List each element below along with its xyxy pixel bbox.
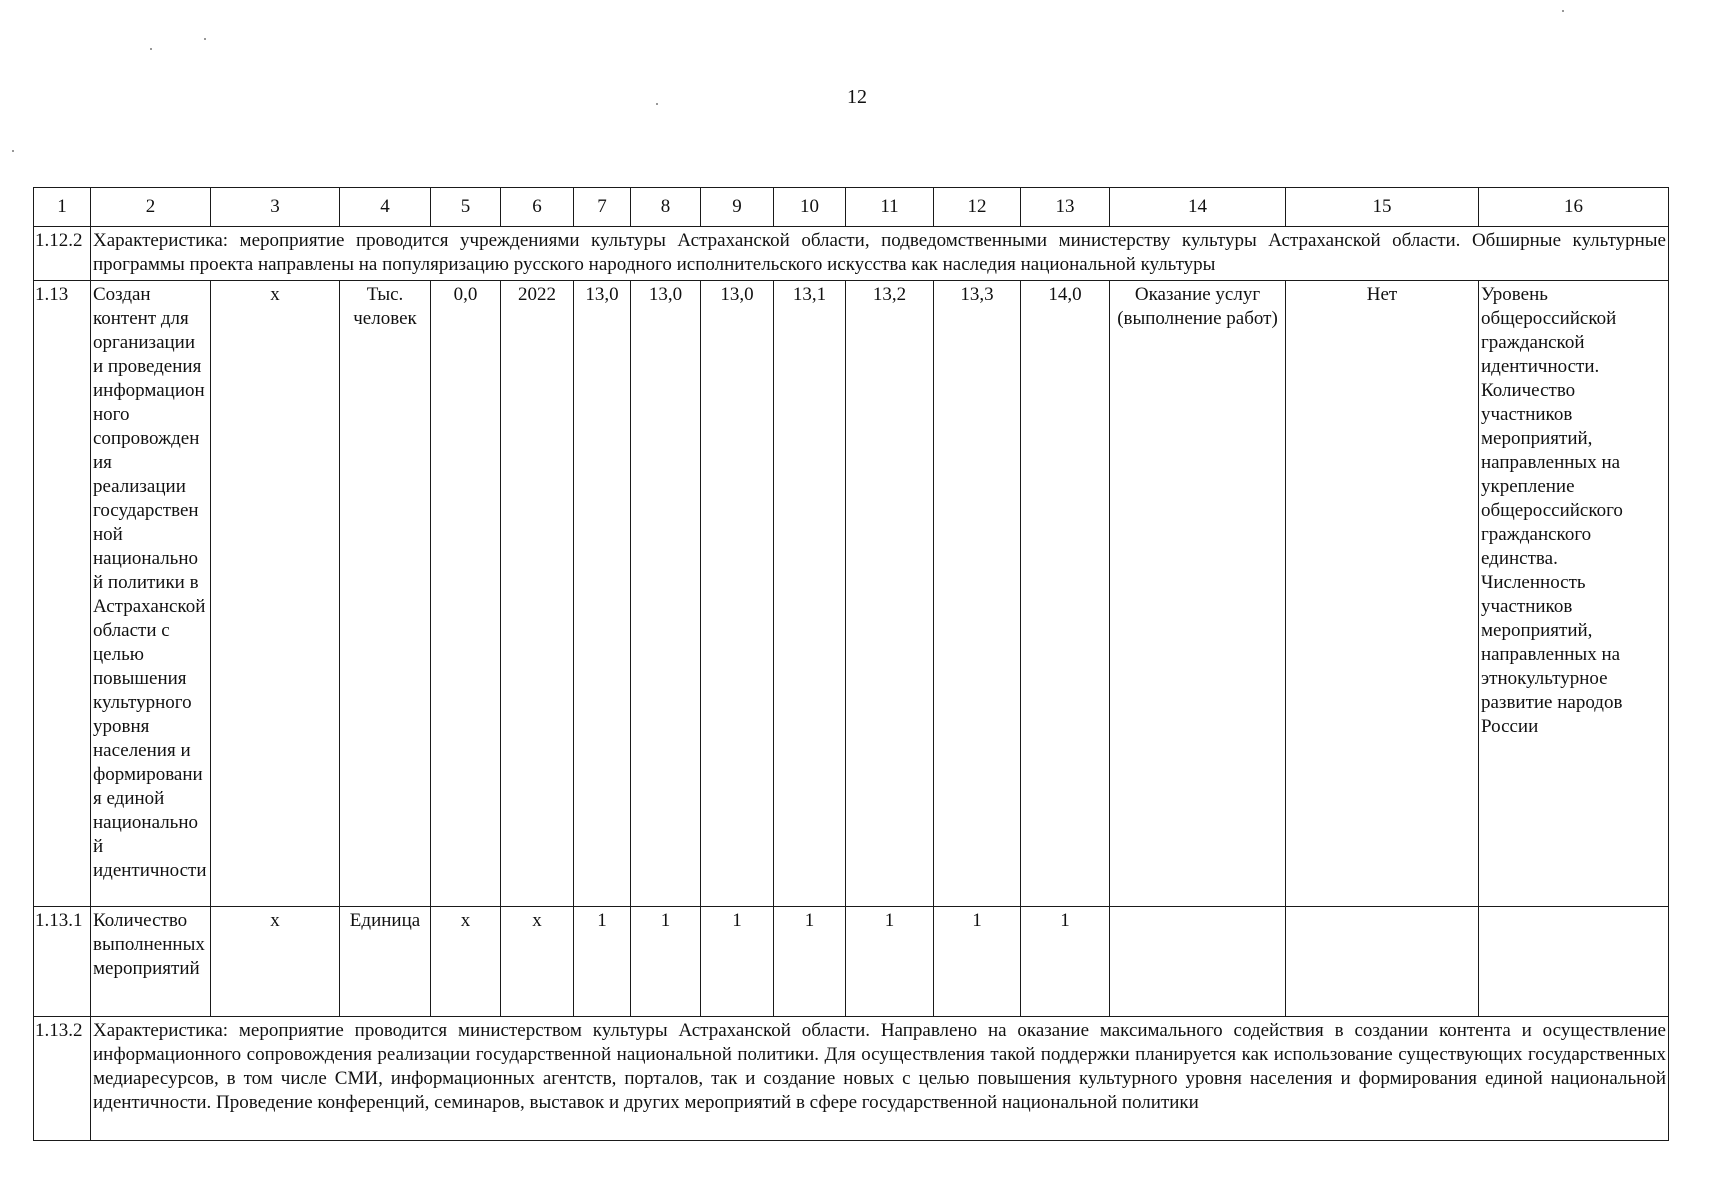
header-cell: 16 bbox=[1479, 188, 1669, 227]
row-number: 1.13.2 bbox=[34, 1017, 91, 1141]
value-cell: 1 bbox=[1021, 907, 1110, 1017]
value-cell: 1 bbox=[574, 907, 631, 1017]
header-cell: 1 bbox=[34, 188, 91, 227]
measure-name: Создан контент для организации и проведения информационного сопровождения реализации государственной национальной политики в Астраханской области с целью повышения культурного уровня населения и формирования единой национальной идентичности bbox=[91, 281, 211, 907]
row-number: 1.12.2 bbox=[34, 227, 91, 281]
scan-speck bbox=[656, 103, 658, 105]
col3-value: х bbox=[211, 907, 340, 1017]
header-cell: 6 bbox=[501, 188, 574, 227]
measures-table bbox=[33, 187, 1669, 1141]
value-cell: 1 bbox=[631, 907, 701, 1017]
base-year-cell: 2022 bbox=[501, 281, 574, 907]
value-cell: 13,0 bbox=[574, 281, 631, 907]
col15-cell: Нет bbox=[1286, 281, 1479, 907]
base-year-cell: х bbox=[501, 907, 574, 1017]
empty-cell bbox=[1479, 907, 1669, 1017]
scan-speck bbox=[1562, 10, 1564, 12]
col3-value: х bbox=[211, 281, 340, 907]
value-cell: 1 bbox=[846, 907, 934, 1017]
characteristic-text: Характеристика: мероприятие проводится министерством культуры Астраханской области. Направлено на оказание максимального содействия в создании контента и осуществление информационного сопровождения реализации государственной национальной политики. Для осуществления такой поддержки планируется как использование существующих государственных медиаресурсов, в том числе СМИ, информационных агентств, порталов, так и создание новых с целью повышения культурного уровня населения и формирования единой национальной идентичности. Проведение конференций, семинаров, выставок и других мероприятий в сфере государственной национальной политики bbox=[91, 1017, 1669, 1141]
header-cell: 11 bbox=[846, 188, 934, 227]
value-cell: 1 bbox=[774, 907, 846, 1017]
indicator-cell: Уровень общероссийской гражданской идентичности. Количество участников мероприятий, направленных на укрепление общероссийского гражданского единства. Численность участников мероприятий, направленных на этнокультурное развитие народов России bbox=[1479, 281, 1669, 907]
scan-speck bbox=[150, 48, 152, 50]
characteristic-text: Характеристика: мероприятие проводится учреждениями культуры Астраханской области, подведомственными министерству культуры Астраханской области. Обширные культурные программы проекта направлены на популяризацию русского народного исполнительского искусства как наследия национальной культуры bbox=[91, 227, 1669, 281]
unit-cell: Тыс. человек bbox=[340, 281, 431, 907]
measure-name: Количество выполненных мероприятий bbox=[91, 907, 211, 1017]
value-cell: 13,1 bbox=[774, 281, 846, 907]
table-row-1-13 bbox=[34, 281, 1669, 907]
scan-speck bbox=[12, 150, 14, 152]
header-cell: 9 bbox=[701, 188, 774, 227]
empty-cell bbox=[1286, 907, 1479, 1017]
header-cell: 10 bbox=[774, 188, 846, 227]
header-cell: 7 bbox=[574, 188, 631, 227]
empty-cell bbox=[1110, 907, 1286, 1017]
value-cell: 1 bbox=[934, 907, 1021, 1017]
table-row-1-12-2 bbox=[34, 227, 1669, 281]
header-cell: 3 bbox=[211, 188, 340, 227]
value-cell: 14,0 bbox=[1021, 281, 1110, 907]
page-number: 12 bbox=[847, 86, 867, 108]
measure-type-cell: Оказание услуг (выполнение работ) bbox=[1110, 281, 1286, 907]
header-cell: 15 bbox=[1286, 188, 1479, 227]
base-value-cell: 0,0 bbox=[431, 281, 501, 907]
base-value-cell: х bbox=[431, 907, 501, 1017]
row-number: 1.13 bbox=[34, 281, 91, 907]
header-cell: 12 bbox=[934, 188, 1021, 227]
header-cell: 5 bbox=[431, 188, 501, 227]
value-cell: 13,3 bbox=[934, 281, 1021, 907]
unit-cell: Единица bbox=[340, 907, 431, 1017]
header-cell: 8 bbox=[631, 188, 701, 227]
value-cell: 13,0 bbox=[631, 281, 701, 907]
header-cell: 13 bbox=[1021, 188, 1110, 227]
scan-speck bbox=[204, 38, 206, 40]
header-cell: 4 bbox=[340, 188, 431, 227]
header-cell: 14 bbox=[1110, 188, 1286, 227]
value-cell: 13,0 bbox=[701, 281, 774, 907]
row-number: 1.13.1 bbox=[34, 907, 91, 1017]
table-row-1-13-2 bbox=[34, 1017, 1669, 1141]
value-cell: 13,2 bbox=[846, 281, 934, 907]
table-row-1-13-1 bbox=[34, 907, 1669, 1017]
table-header-row bbox=[34, 188, 1669, 227]
value-cell: 1 bbox=[701, 907, 774, 1017]
header-cell: 2 bbox=[91, 188, 211, 227]
